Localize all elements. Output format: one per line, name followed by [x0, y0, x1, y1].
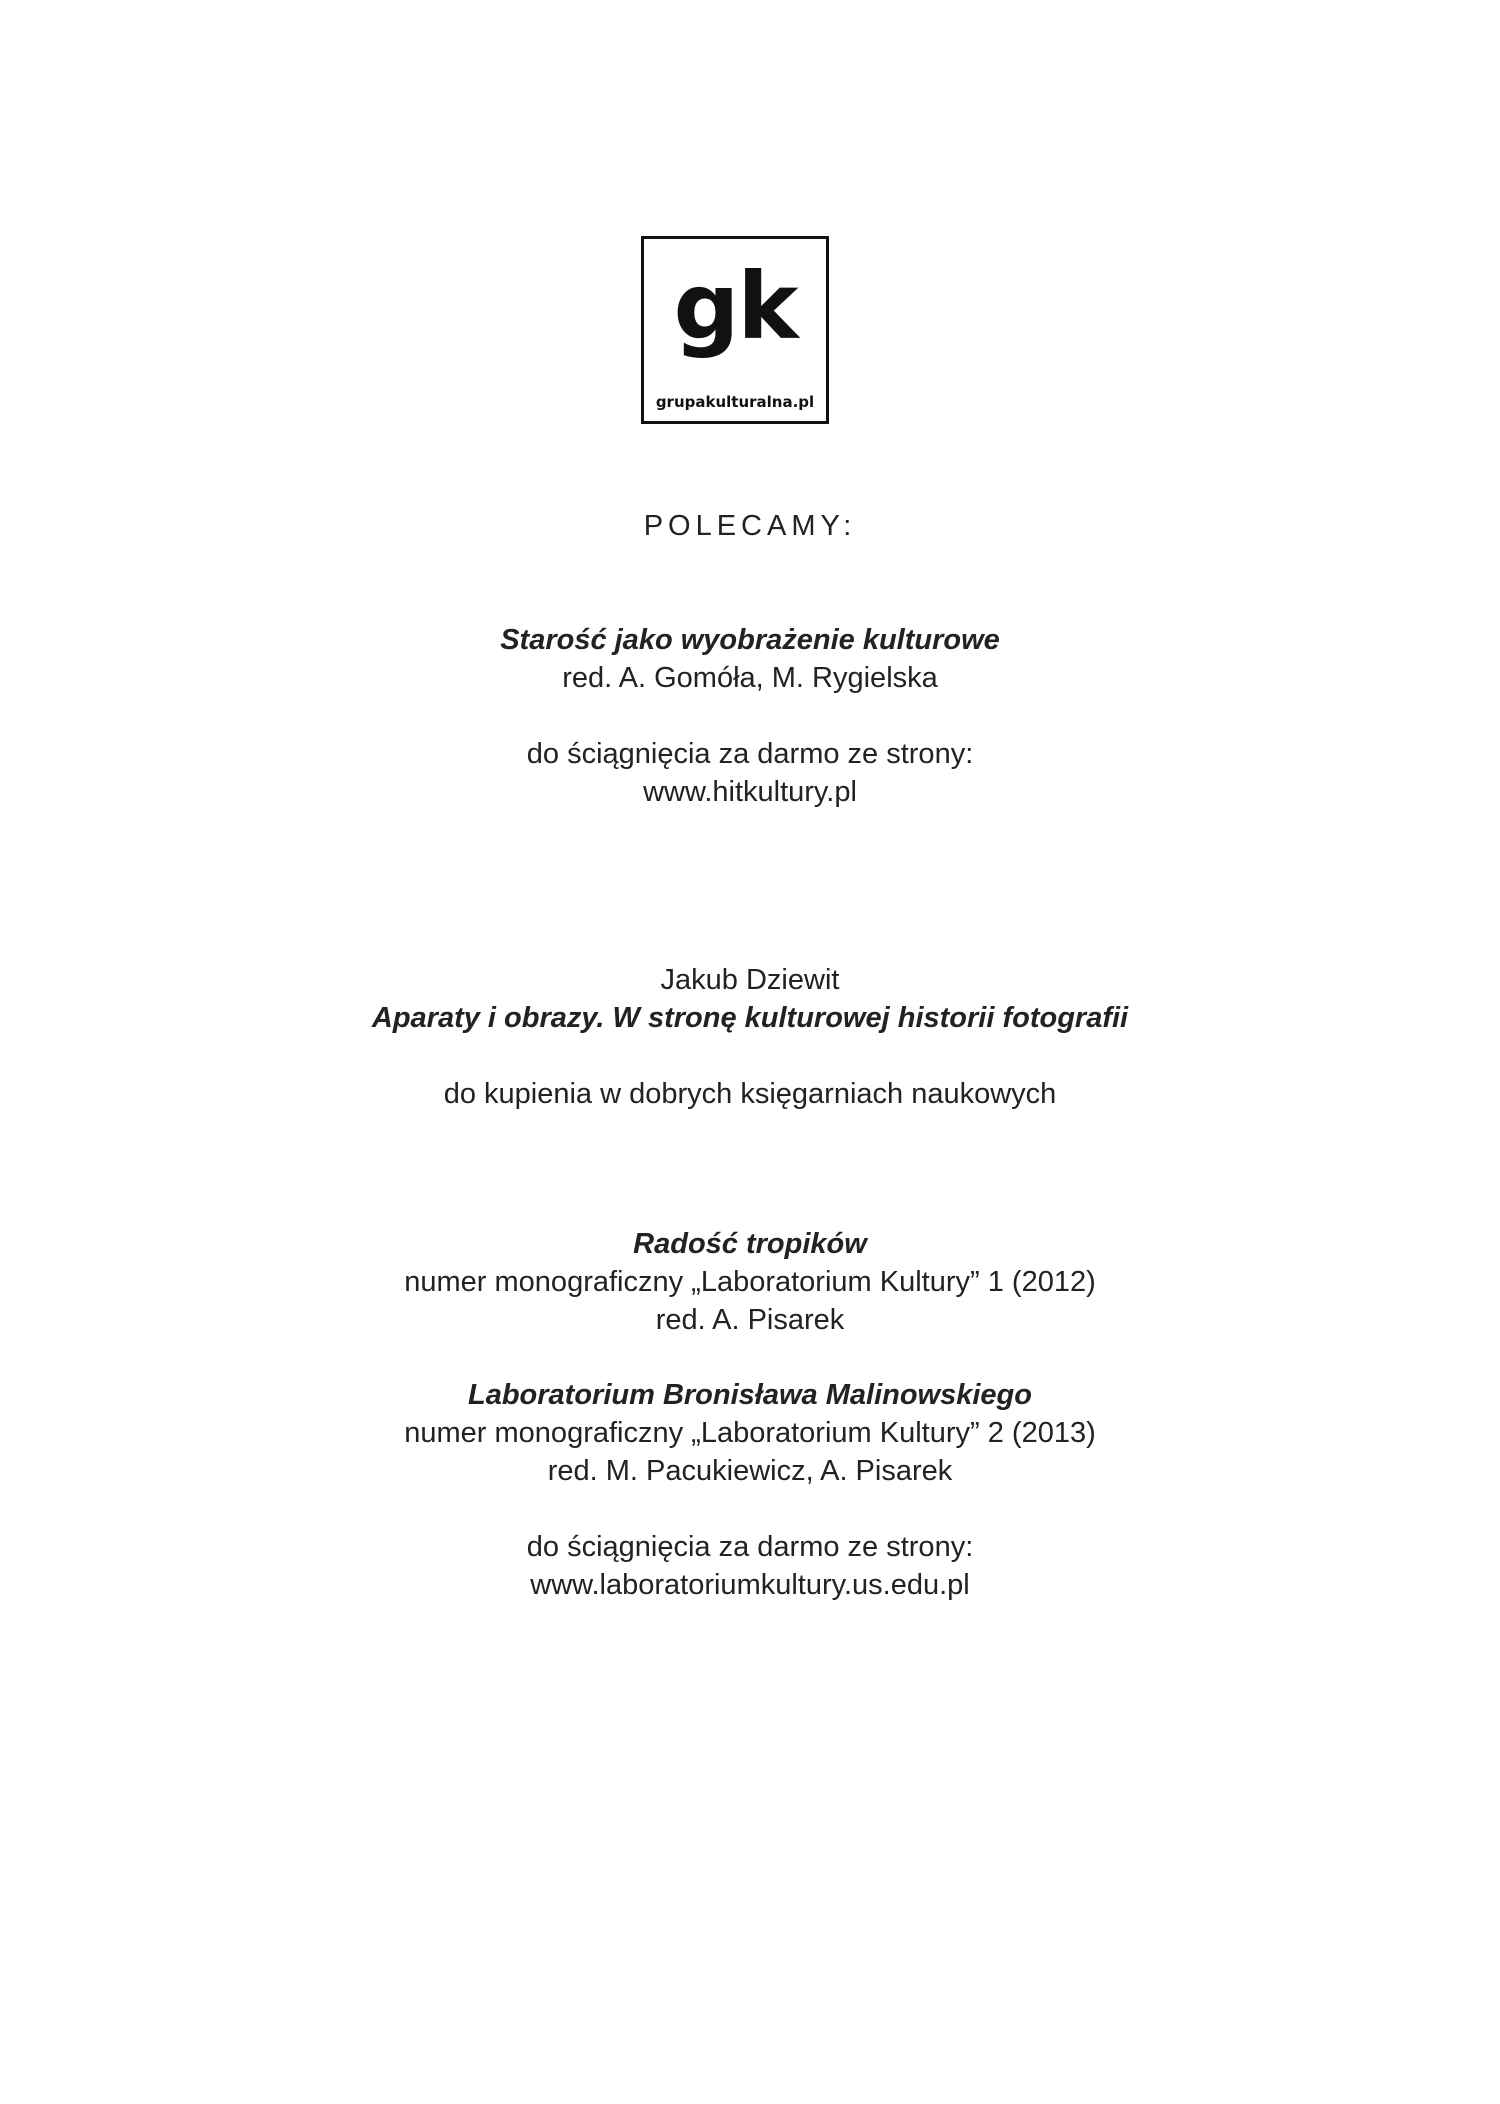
page-heading: POLECAMY: [643, 510, 857, 542]
availability-note-4: do ściągnięcia za darmo ze strony: [526, 1531, 974, 1563]
availability-note-1: do ściągnięcia za darmo ze strony: [526, 738, 974, 770]
availability-note-2: do kupienia w dobrych księgarniach naukowych [443, 1078, 1057, 1110]
book-editors-4: red. M. Pacukiewicz, A. Pisarek [547, 1455, 953, 1487]
book-title-3: Radość tropików [633, 1228, 867, 1260]
book-editors-3: red. A. Pisarek [655, 1304, 845, 1336]
book-title-1: Starość jako wyobrażenie kulturowe [500, 624, 1000, 656]
logo-url: grupakulturalna.pl [655, 393, 815, 411]
book-editors-1: red. A. Gomóła, M. Rygielska [562, 662, 938, 694]
download-link-4[interactable]: www.laboratoriumkultury.us.edu.pl [530, 1569, 970, 1601]
book-subtitle-3: numer monograficzny „Laboratorium Kultury” 1 (2012) [404, 1266, 1096, 1298]
logo-mark: gk [673, 253, 797, 360]
book-subtitle-4: numer monograficzny „Laboratorium Kultury” 2 (2013) [404, 1417, 1096, 1449]
publisher-logo [641, 236, 829, 424]
book-title-4: Laboratorium Bronisława Malinowskiego [468, 1379, 1032, 1411]
book-title-2: Aparaty i obrazy. W stronę kulturowej historii fotografii [371, 1002, 1129, 1034]
book-author-2: Jakub Dziewit [660, 964, 840, 996]
download-link-1[interactable]: www.hitkultury.pl [643, 776, 857, 808]
